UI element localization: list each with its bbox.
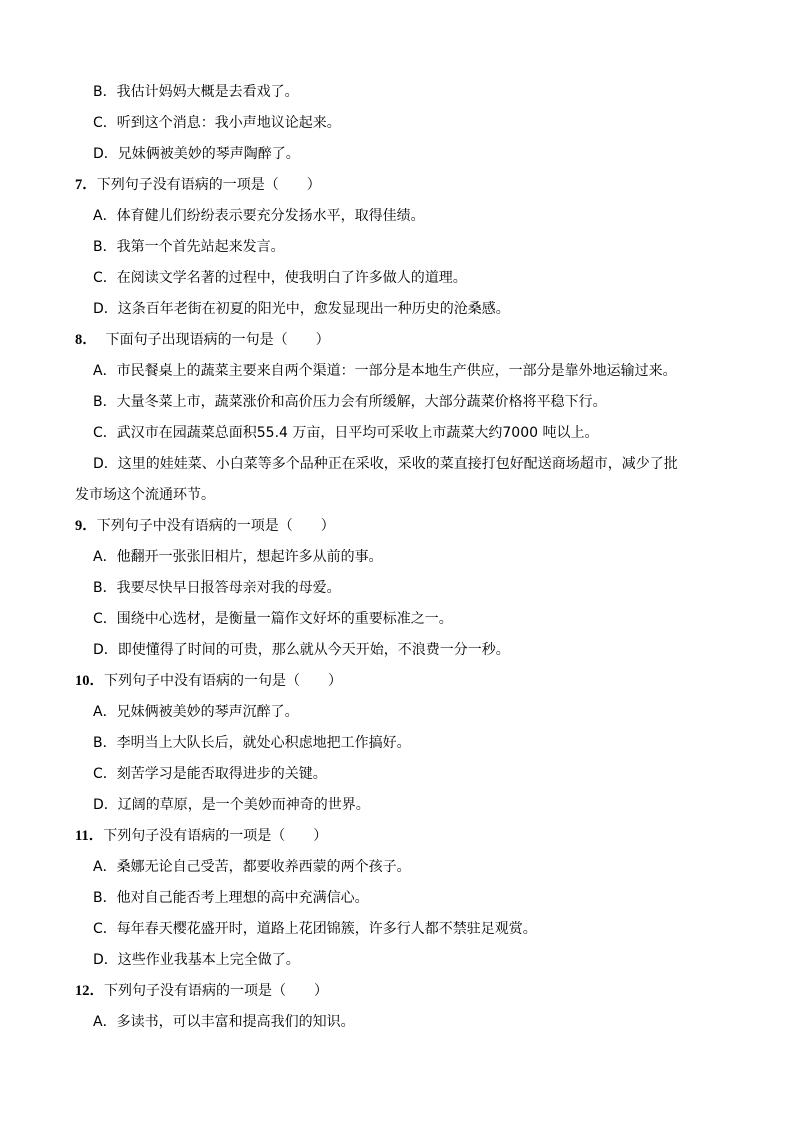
option-line: D．这里的娃娃菜、小白菜等多个品种正在采收，采收的菜直接打包好配送商场超市，减少了批 [93, 456, 678, 472]
option-line: B．李明当上大队长后，就处心积虑地把工作搞好。 [93, 735, 411, 751]
question-number: 10． [75, 673, 104, 689]
option-line: C．每年春天樱花盛开时，道路上花团锦簇，许多行人都不禁驻足观赏。 [93, 921, 537, 937]
question-number: 8． [75, 332, 97, 348]
question-number: 7． [75, 177, 97, 193]
question-text: 下列句子中没有语病的一项是（ ） [96, 518, 335, 534]
option-line: C．刻苦学习是能否取得进步的关键。 [93, 766, 327, 782]
option-line: A．他翻开一张张旧相片，想起许多从前的事。 [93, 549, 383, 565]
question-text: 下列句子没有语病的一项是（ ） [104, 983, 328, 999]
question-text: 下列句子没有语病的一项是（ ） [96, 177, 321, 193]
option-continuation: 发市场这个流通环节。 [75, 487, 215, 503]
option-line: A．桑娜无论自己受苦，都要收养西蒙的两个孩子。 [93, 859, 411, 875]
question-heading [75, 826, 327, 846]
question-text: 下列句子中没有语病的一句是（ ） [104, 673, 342, 689]
option-line: D．这条百年老街在初夏的阳光中，愈发显现出一种历史的沧桑感。 [93, 301, 510, 317]
question-number: 12． [75, 983, 104, 999]
option-line: C．听到这个消息：我小声地议论起来。 [93, 115, 341, 131]
question-heading [75, 671, 342, 691]
option-line: C．武汉市在园蔬菜总面积55.4 万亩，日平均可采收上市蔬菜大约7000 吨以上。 [93, 425, 599, 441]
option-line: D．即使懂得了时间的可贵，那么就从今天开始，不浪费一分一秒。 [93, 642, 510, 658]
question-text: 下列句子没有语病的一项是（ ） [103, 828, 328, 844]
option-line: C．在阅读文学名著的过程中，使我明白了许多做人的道理。 [93, 270, 467, 286]
option-line: B．我第一个首先站起来发言。 [93, 239, 285, 255]
question-heading [75, 981, 328, 1001]
question-number: 9． [75, 518, 97, 534]
option-line: A．多读书，可以丰富和提高我们的知识。 [93, 1014, 355, 1030]
question-heading [75, 330, 330, 350]
option-line: C．围绕中心选材，是衡量一篇作文好坏的重要标准之一。 [93, 611, 453, 627]
option-line: B．他对自己能否考上理想的高中充满信心。 [93, 890, 369, 906]
option-line: A．市民餐桌上的蔬菜主要来自两个渠道：一部分是本地生产供应，一部分是靠外地运输过来。 [93, 363, 677, 379]
question-text: 下面句子出现语病的一句是（ ） [96, 332, 330, 348]
question-heading [75, 175, 321, 195]
question-number: 11． [75, 828, 104, 844]
option-line: B．我估计妈妈大概是去看戏了。 [93, 84, 299, 100]
option-line: B．大量冬菜上市，蔬菜涨价和高价压力会有所缓解，大部分蔬菜价格将平稳下行。 [93, 394, 607, 410]
question-heading [75, 516, 335, 536]
option-line: D．兄妹俩被美妙的琴声陶醉了。 [93, 146, 300, 162]
option-line: A．体育健儿们纷纷表示要充分发扬水平，取得佳绩。 [93, 208, 425, 224]
option-line: A．兄妹俩被美妙的琴声沉醉了。 [93, 704, 299, 720]
option-line: B．我要尽快早日报答母亲对我的母爱。 [93, 580, 341, 596]
option-line: D．辽阔的草原，是一个美妙而神奇的世界。 [93, 797, 370, 813]
option-line: D．这些作业我基本上完全做了。 [93, 952, 300, 968]
